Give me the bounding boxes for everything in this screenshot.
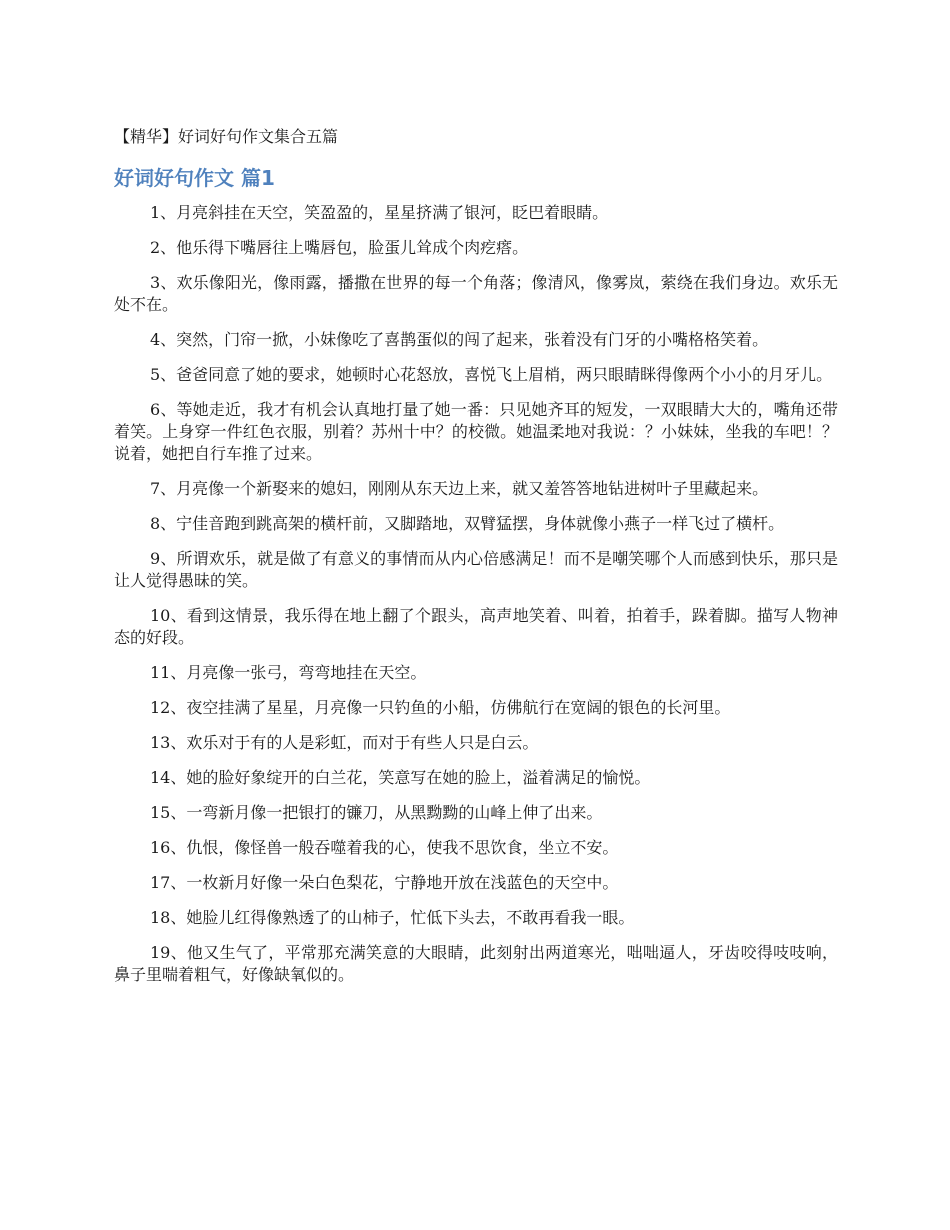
- paragraph: 10、看到这情景，我乐得在地上翻了个跟头，高声地笑着、叫着，拍着手，跺着脚。描写人物神态的好段。: [114, 606, 838, 647]
- paragraph: 14、她的脸好象绽开的白兰花，笑意写在她的脸上，溢着满足的愉悦。: [150, 768, 651, 787]
- paragraph: 13、欢乐对于有的人是彩虹，而对于有些人只是白云。: [150, 733, 539, 752]
- paragraph: 12、夜空挂满了星星，月亮像一只钓鱼的小船，仿佛航行在宽阔的银色的长河里。: [150, 698, 731, 717]
- paragraph: 3、欢乐像阳光，像雨露，播撒在世界的每一个角落；像清风，像雾岚，萦绕在我们身边。欢乐无处不在。: [114, 273, 838, 314]
- section-heading: 好词好句作文 篇1: [114, 166, 275, 190]
- body-text: [114, 202, 838, 999]
- paragraph: 11、月亮像一张弓，弯弯地挂在天空。: [150, 663, 427, 682]
- paragraph: 18、她脸儿红得像熟透了的山柿子，忙低下头去，不敢再看我一眼。: [150, 908, 635, 927]
- paragraph: 6、等她走近，我才有机会认真地打量了她一番：只见她齐耳的短发，一双眼睛大大的，嘴角还带着笑。上身穿一件红色衣服，别着？苏州十中？的校微。她温柔地对我说：？小妹妹，坐我的车吧！？说着，她把自行车推了过来。: [114, 400, 838, 463]
- document-title: 【精华】好词好句作文集合五篇: [114, 127, 339, 146]
- paragraph: 19、他又生气了，平常那充满笑意的大眼睛，此刻射出两道寒光，咄咄逼人，牙齿咬得吱吱响，鼻子里喘着粗气，好像缺氧似的。: [114, 943, 838, 984]
- paragraph: 7、月亮像一个新娶来的媳妇，刚刚从东天边上来，就又羞答答地钻进树叶子里藏起来。: [150, 479, 769, 498]
- paragraph: 1、月亮斜挂在天空，笑盈盈的，星星挤满了银河，眨巴着眼睛。: [150, 203, 609, 222]
- paragraph: 9、所谓欢乐，就是做了有意义的事情而从内心倍感满足！而不是嘲笑哪个人而感到快乐，那只是让人觉得愚昧的笑。: [114, 549, 838, 590]
- paragraph: 2、他乐得下嘴唇往上嘴唇包，脸蛋儿耸成个肉疙瘩。: [150, 238, 529, 257]
- paragraph: 16、仇恨，像怪兽一般吞噬着我的心，使我不思饮食，坐立不安。: [150, 838, 619, 857]
- paragraph: 8、宁佳音跑到跳高架的横杆前，又脚踏地，双臂猛摆，身体就像小燕子一样飞过了横杆。: [150, 514, 785, 533]
- paragraph: 4、突然，门帘一掀，小妹像吃了喜鹊蛋似的闯了起来，张着没有门牙的小嘴格格笑着。: [150, 330, 769, 349]
- paragraph: 15、一弯新月像一把银打的镰刀，从黑黝黝的山峰上伸了出来。: [150, 803, 603, 822]
- paragraph: 5、爸爸同意了她的要求，她顿时心花怒放，喜悦飞上眉梢，两只眼睛眯得像两个小小的月牙儿。: [150, 365, 833, 384]
- paragraph: 17、一枚新月好像一朵白色梨花，宁静地开放在浅蓝色的天空中。: [150, 873, 619, 892]
